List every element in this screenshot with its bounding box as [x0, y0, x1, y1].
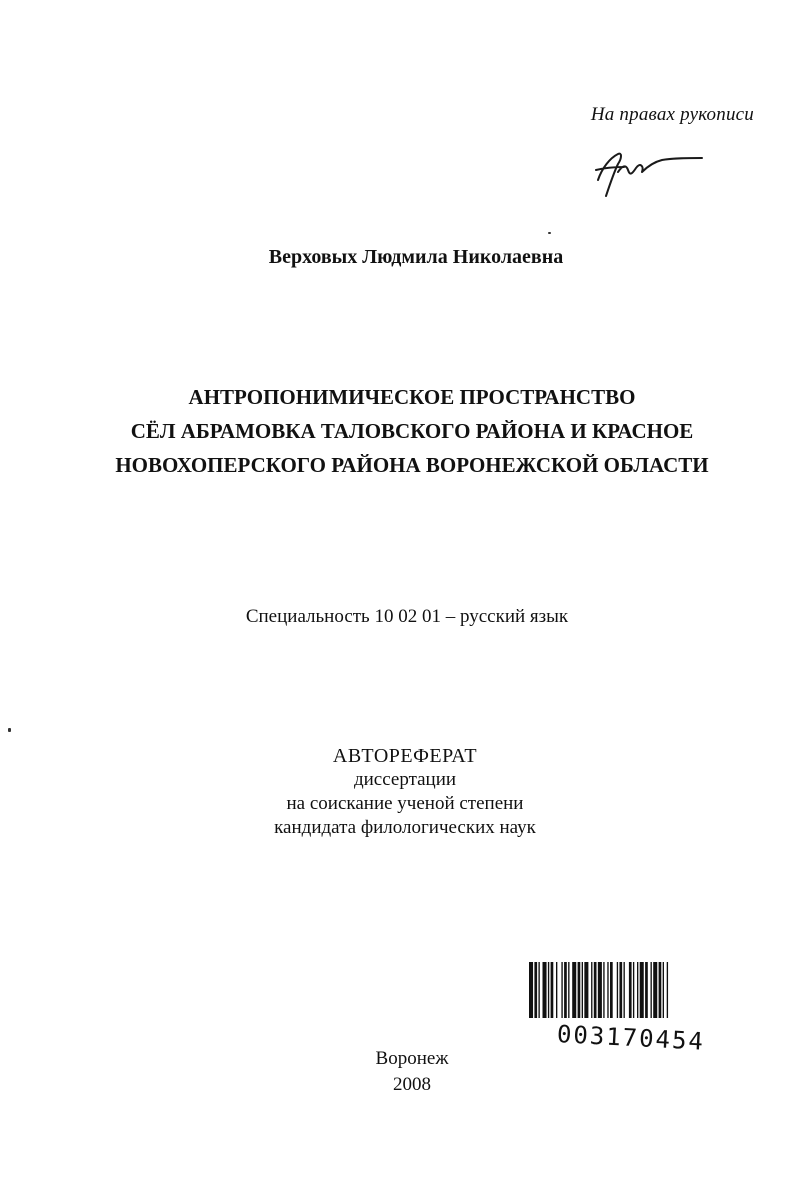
scan-speck: [548, 232, 551, 234]
barcode-bar: [637, 962, 638, 1018]
barcode-bar: [619, 962, 622, 1018]
barcode-bar: [564, 962, 567, 1018]
specialty-line: Специальность 10 02 01 – русский язык: [245, 606, 569, 627]
title-line: НОВОХОПЕРСКОГО РАЙОНА ВОРОНЕЖСКОЙ ОБЛАСТИ: [115, 453, 709, 477]
barcode-bar: [598, 962, 602, 1018]
barcode-bar: [663, 962, 664, 1018]
barcode-bar: [594, 962, 597, 1018]
barcode-bar: [561, 962, 562, 1018]
barcode-bar: [578, 962, 581, 1018]
scan-speck: [8, 728, 11, 732]
barcode-bar: [534, 962, 537, 1018]
barcode-label: [527, 962, 755, 1054]
abstract-line: кандидата филологических наук: [274, 817, 536, 838]
dissertation-title: [0, 380, 810, 482]
barcode-bar: [584, 962, 588, 1018]
barcode-bar: [633, 962, 634, 1018]
barcode-bars: [527, 962, 753, 1018]
barcode-bar: [667, 962, 668, 1018]
barcode-bar: [548, 962, 549, 1018]
abstract-line: на соискание ученой степени: [286, 793, 524, 814]
barcode-bar: [568, 962, 569, 1018]
author-name: Верховых Людмила Николаевна: [268, 246, 564, 268]
barcode-bar: [538, 962, 539, 1018]
barcode-bar: [529, 962, 533, 1018]
barcode-bar: [617, 962, 618, 1018]
barcode-bar: [659, 962, 662, 1018]
barcode-bar: [629, 962, 632, 1018]
imprint: [0, 1046, 810, 1098]
barcode-bar: [603, 962, 604, 1018]
title-line: СЁЛ АБРАМОВКА ТАЛОВСКОГО РАЙОНА И КРАСНОЕ: [130, 419, 694, 443]
abstract-line: диссертации: [353, 769, 457, 790]
rights-note: На правах рукописи: [590, 104, 754, 125]
title-line: АНТРОПОНИМИЧЕСКОЕ ПРОСТРАНСТВО: [188, 385, 636, 409]
barcode-bar: [582, 962, 583, 1018]
barcode-bar: [551, 962, 554, 1018]
city-name: Воронеж: [375, 1048, 449, 1069]
abstract-block: [0, 744, 810, 840]
barcode-bar: [624, 962, 625, 1018]
publication-year: 2008: [393, 1074, 431, 1095]
barcode-bar: [607, 962, 608, 1018]
barcode-bar: [556, 962, 557, 1018]
barcode-bar: [543, 962, 547, 1018]
barcode-bar: [610, 962, 613, 1018]
barcode-bar: [645, 962, 648, 1018]
abstract-heading: АВТОРЕФЕРАТ: [332, 745, 478, 767]
handwritten-signature: [588, 140, 708, 204]
barcode-bar: [591, 962, 592, 1018]
barcode-number: 003170454: [556, 1020, 706, 1056]
barcode-bar: [572, 962, 576, 1018]
barcode-bar: [651, 962, 652, 1018]
barcode-bar: [653, 962, 657, 1018]
barcode-bar: [640, 962, 644, 1018]
